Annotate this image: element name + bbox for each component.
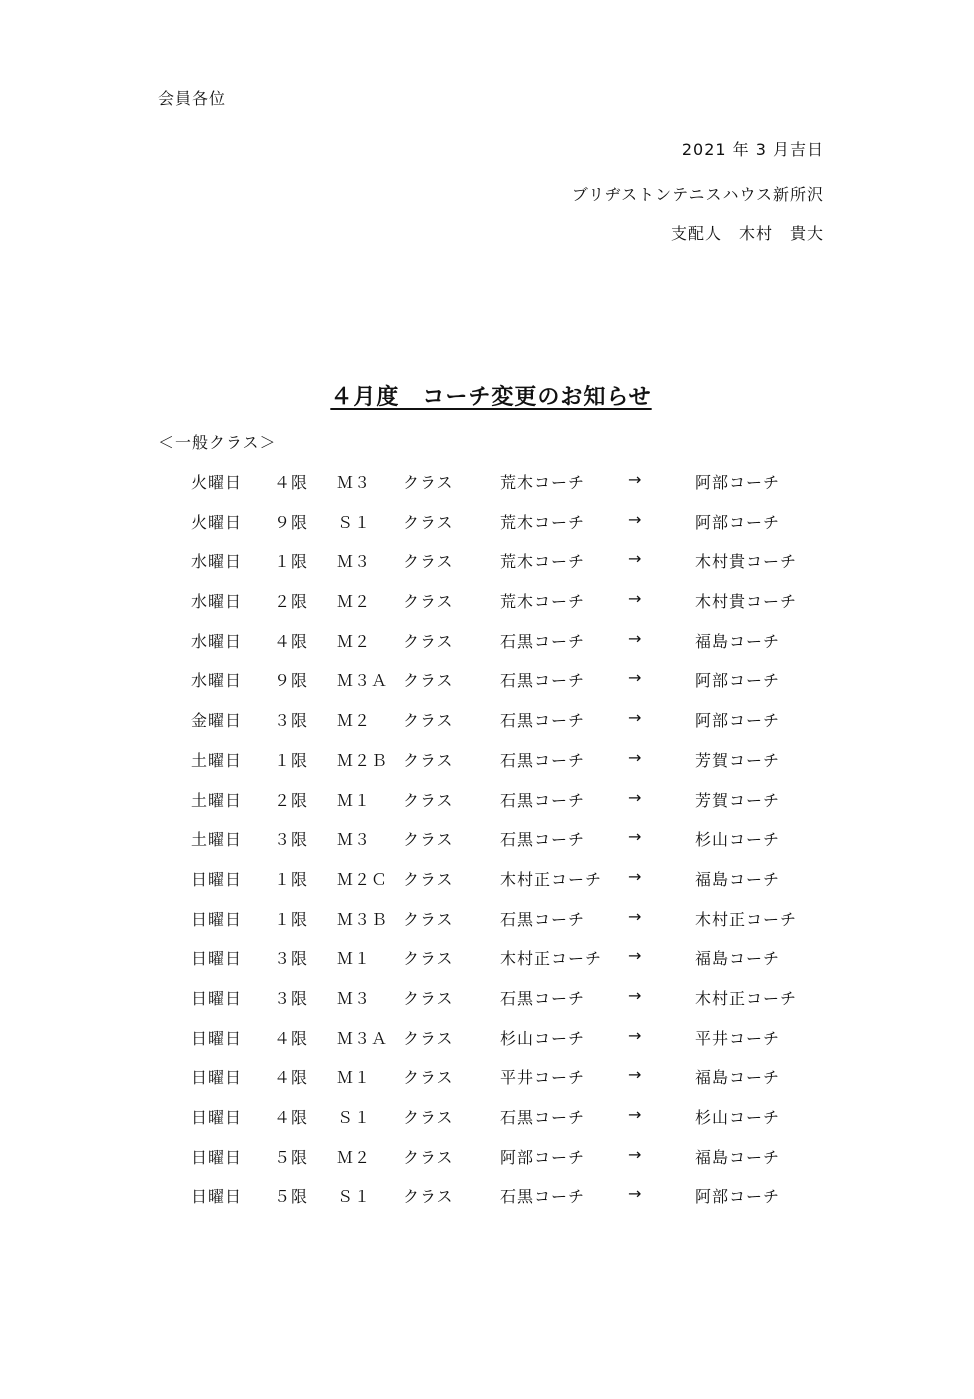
day: 水曜日	[191, 592, 243, 612]
day: 土曜日	[191, 750, 243, 770]
to-coach: 阿部コーチ	[695, 671, 781, 691]
day: 日曜日	[191, 909, 243, 929]
class-name: Ｍ２Ｂ	[337, 750, 389, 770]
change-row	[0, 549, 974, 589]
period: １限	[274, 909, 309, 929]
from-coach: 石黒コーチ	[500, 750, 586, 770]
class-label: クラス	[403, 988, 454, 1008]
arrow-icon: →	[628, 668, 643, 688]
class-name: Ｍ１	[337, 1068, 372, 1088]
from-coach: 木村正コーチ	[500, 869, 603, 889]
class-label: クラス	[403, 1068, 454, 1088]
class-name: Ｍ２	[337, 1147, 372, 1167]
class-label: クラス	[403, 552, 454, 572]
day: 土曜日	[191, 790, 243, 810]
page-title: ４月度 コーチ変更のお知らせ	[330, 385, 652, 410]
class-name: Ｍ２Ｃ	[337, 869, 389, 889]
class-label: クラス	[403, 592, 454, 612]
from-coach: 石黒コーチ	[500, 1187, 586, 1207]
class-label: クラス	[403, 750, 454, 770]
change-row	[0, 1065, 974, 1105]
from-coach: 杉山コーチ	[500, 1028, 586, 1048]
change-row	[0, 788, 974, 828]
class-name: Ｓ１	[337, 1108, 372, 1127]
to-coach: 木村正コーチ	[695, 988, 798, 1008]
arrow-icon: →	[628, 628, 643, 648]
to-coach: 木村貴コーチ	[695, 552, 798, 572]
change-row	[0, 986, 974, 1026]
period: ２限	[274, 790, 309, 810]
period: ５限	[274, 1147, 309, 1167]
class-name: Ｍ３Ａ	[337, 671, 389, 691]
to-coach: 福島コーチ	[695, 631, 781, 651]
arrow-icon: →	[628, 985, 643, 1005]
class-label: クラス	[403, 1147, 454, 1167]
to-coach: 福島コーチ	[695, 869, 781, 889]
class-name: Ｍ２	[337, 592, 372, 612]
arrow-icon: →	[628, 708, 643, 728]
change-row	[0, 827, 974, 867]
from-coach: 木村正コーチ	[500, 949, 603, 969]
class-name: Ｍ３	[337, 552, 372, 572]
class-name: Ｍ３Ｂ	[337, 909, 389, 929]
day: 日曜日	[191, 1108, 243, 1127]
class-label: クラス	[403, 830, 454, 850]
class-name: Ｍ２	[337, 711, 372, 731]
from-coach: 石黒コーチ	[500, 711, 586, 731]
day: 火曜日	[191, 512, 243, 532]
change-row	[0, 629, 974, 669]
period: ３限	[274, 988, 309, 1008]
class-label: クラス	[403, 949, 454, 969]
coach-change-list	[0, 470, 974, 1224]
from-coach: 石黒コーチ	[500, 1108, 586, 1127]
class-label: クラス	[403, 631, 454, 651]
change-row	[0, 748, 974, 788]
company-name: ブリヂストンテニスハウス新所沢	[571, 185, 824, 204]
from-coach: 荒木コーチ	[500, 592, 586, 612]
class-name: Ｍ３	[337, 830, 372, 850]
change-row	[0, 668, 974, 708]
to-coach: 木村正コーチ	[695, 909, 798, 929]
period: ３限	[274, 711, 309, 731]
section-label: ＜一般クラス＞	[158, 433, 277, 452]
arrow-icon: →	[628, 747, 643, 767]
day: 日曜日	[191, 949, 243, 969]
arrow-icon: →	[628, 1184, 643, 1204]
period: ４限	[274, 1028, 309, 1048]
change-row	[0, 1026, 974, 1066]
from-coach: 石黒コーチ	[500, 988, 586, 1008]
class-name: Ｓ１	[337, 512, 372, 532]
from-coach: 石黒コーチ	[500, 631, 586, 651]
period: １限	[274, 750, 309, 770]
change-row	[0, 867, 974, 907]
change-row	[0, 907, 974, 947]
period: １限	[274, 869, 309, 889]
change-row	[0, 946, 974, 986]
to-coach: 阿部コーチ	[695, 473, 781, 492]
period: ９限	[274, 512, 309, 532]
change-row	[0, 1145, 974, 1185]
to-coach: 阿部コーチ	[695, 512, 781, 532]
class-label: クラス	[403, 473, 454, 492]
arrow-icon: →	[628, 1105, 643, 1124]
to-coach: 杉山コーチ	[695, 1108, 781, 1127]
change-row	[0, 510, 974, 550]
from-coach: 荒木コーチ	[500, 473, 586, 492]
change-row	[0, 470, 974, 510]
arrow-icon: →	[628, 470, 643, 489]
to-coach: 芳賀コーチ	[695, 790, 781, 810]
from-coach: 平井コーチ	[500, 1068, 586, 1088]
class-name: Ｍ３	[337, 473, 372, 492]
class-name: Ｍ１	[337, 949, 372, 969]
arrow-icon: →	[628, 1144, 643, 1164]
day: 日曜日	[191, 1028, 243, 1048]
from-coach: 石黒コーチ	[500, 909, 586, 929]
arrow-icon: →	[628, 509, 643, 529]
to-coach: 阿部コーチ	[695, 1187, 781, 1207]
class-name: Ｍ１	[337, 790, 372, 810]
to-coach: 福島コーチ	[695, 1147, 781, 1167]
class-label: クラス	[403, 1028, 454, 1048]
change-row	[0, 589, 974, 629]
arrow-icon: →	[628, 1065, 643, 1085]
period: ４限	[274, 631, 309, 651]
period: ４限	[274, 1068, 309, 1088]
class-label: クラス	[403, 1187, 454, 1207]
change-row	[0, 708, 974, 748]
from-coach: 石黒コーチ	[500, 671, 586, 691]
arrow-icon: →	[628, 589, 643, 609]
to-coach: 木村貴コーチ	[695, 592, 798, 612]
day: 日曜日	[191, 988, 243, 1008]
period: ９限	[274, 671, 309, 691]
to-coach: 芳賀コーチ	[695, 750, 781, 770]
class-name: Ｍ２	[337, 631, 372, 651]
day: 日曜日	[191, 1147, 243, 1167]
to-coach: 福島コーチ	[695, 949, 781, 969]
issue-date: 2021 年 3 月吉日	[681, 140, 824, 159]
from-coach: 荒木コーチ	[500, 512, 586, 532]
class-label: クラス	[403, 1108, 454, 1127]
day: 金曜日	[191, 711, 243, 731]
class-label: クラス	[403, 869, 454, 889]
to-coach: 阿部コーチ	[695, 711, 781, 731]
from-coach: 阿部コーチ	[500, 1147, 586, 1167]
class-name: Ｍ３Ａ	[337, 1028, 389, 1048]
manager-signature: 支配人 木村 貴大	[670, 224, 824, 243]
period: ４限	[274, 473, 309, 492]
period: ３限	[274, 949, 309, 969]
day: 日曜日	[191, 1187, 243, 1207]
to-coach: 杉山コーチ	[695, 830, 781, 850]
period: ５限	[274, 1187, 309, 1207]
arrow-icon: →	[628, 946, 643, 966]
day: 日曜日	[191, 1068, 243, 1088]
period: ４限	[274, 1108, 309, 1127]
day: 水曜日	[191, 552, 243, 572]
arrow-icon: →	[628, 827, 643, 847]
period: １限	[274, 552, 309, 572]
day: 日曜日	[191, 869, 243, 889]
addressee: 会員各位	[158, 89, 227, 108]
page-title-wrapper	[0, 380, 974, 411]
class-label: クラス	[403, 790, 454, 810]
class-label: クラス	[403, 909, 454, 929]
arrow-icon: →	[628, 906, 643, 926]
period: ２限	[274, 592, 309, 612]
class-label: クラス	[403, 512, 454, 532]
arrow-icon: →	[628, 787, 643, 807]
arrow-icon: →	[628, 1025, 643, 1045]
from-coach: 荒木コーチ	[500, 552, 586, 572]
from-coach: 石黒コーチ	[500, 830, 586, 850]
day: 火曜日	[191, 473, 243, 492]
day: 水曜日	[191, 631, 243, 651]
arrow-icon: →	[628, 866, 643, 886]
day: 水曜日	[191, 671, 243, 691]
class-name: Ｓ１	[337, 1187, 372, 1207]
period: ３限	[274, 830, 309, 850]
class-label: クラス	[403, 671, 454, 691]
day: 土曜日	[191, 830, 243, 850]
class-name: Ｍ３	[337, 988, 372, 1008]
from-coach: 石黒コーチ	[500, 790, 586, 810]
class-label: クラス	[403, 711, 454, 731]
change-row	[0, 1105, 974, 1145]
to-coach: 福島コーチ	[695, 1068, 781, 1088]
to-coach: 平井コーチ	[695, 1028, 781, 1048]
arrow-icon: →	[628, 549, 643, 569]
change-row	[0, 1184, 974, 1224]
